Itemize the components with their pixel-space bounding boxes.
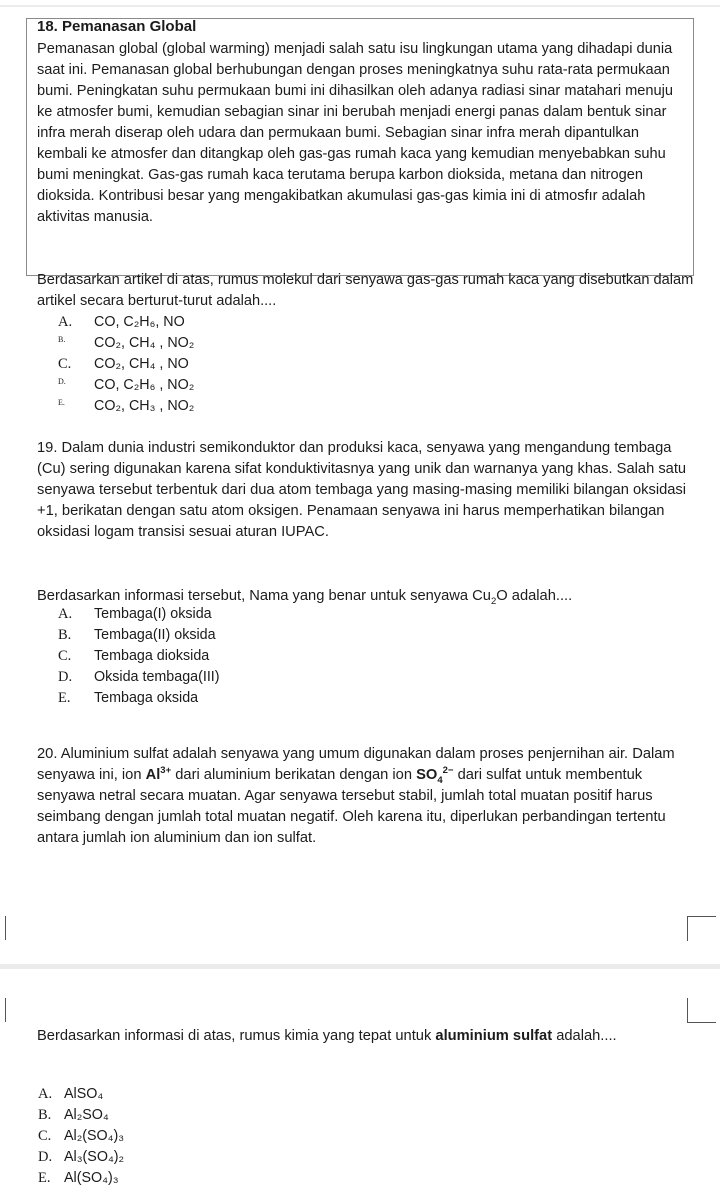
option-letter: B.: [38, 1107, 52, 1123]
q20-text-part-1: Aluminium sulfat adalah senyawa yang umum digunakan dalam proses penjernihan air. Dalam senyawa ini, ion: [37, 746, 675, 783]
option-letter: D.: [58, 377, 66, 386]
top-rule: [0, 5, 720, 7]
q18-question: Berdasarkan artikel di atas, rumus molekul dari senyawa gas-gas rumah kaca yang disebutkan dalam artikel secara berturut-turut adalah....: [37, 272, 694, 309]
q20-text-part-2: dari aluminium berikatan dengan ion: [175, 767, 413, 783]
option-letter: C.: [38, 1128, 52, 1144]
option-letter: E.: [38, 1170, 51, 1186]
option-text: CO₂, CH₄ , NO₂: [94, 335, 195, 351]
frame-corner-bottom-right: [687, 998, 716, 1023]
option-text: CO₂, CH₃ , NO₂: [94, 398, 195, 414]
q20-text: [37, 744, 697, 849]
option-letter: E.: [58, 690, 71, 706]
al-ion: $Al^{3+}$: [145, 765, 172, 783]
option-text: Tembaga(II) oksida: [94, 627, 216, 643]
page-divider: [0, 964, 720, 969]
option-text: CO, C₂H₆ , NO₂: [94, 377, 195, 393]
option-letter: D.: [38, 1149, 53, 1165]
option-text: CO₂, CH₄ , NO: [94, 356, 189, 372]
frame-corner-top-left: [5, 916, 7, 940]
q19-formula: $Cu_2O$: [472, 588, 508, 607]
option-text: AlSO₄: [64, 1086, 104, 1102]
option-letter: A.: [58, 606, 73, 622]
option-text: Al₂(SO₄)₃: [64, 1128, 125, 1144]
option-text: Oksida tembaga(III): [94, 669, 220, 685]
option-text: Al₃(SO₄)₂: [64, 1149, 125, 1165]
q19-question-suffix: adalah....: [511, 588, 573, 604]
option-letter: C.: [58, 356, 72, 372]
q18-article-text: Pemanasan global (global warming) menjadi salah satu isu lingkungan utama yang dihadapi dunia saat ini. Pemanasan global berhubungan dengan proses meningkatnya suhu rata-rata permukaan bumi. Peningkatan suhu permukaan bumi ini dihasilkan oleh adanya radiasi sinar matahari menuju ke atmosfer bumi, kemudian sebagian sinar ini berubah menjadi energi panas dalam bentuk sinar infra merah diserap oleh udara dan permukaan bumi. Sebagian sinar infra merah dipantulkan kembali ke atmosfer dan ditangkap oleh gas-gas rumah kaca yang kemudian menyebabkan suhu bumi meningkat. Gas-gas rumah kaca terutama berupa karbon dioksida, metana dan nitrogen dioksida. Kontribusi besar yang mengakibatkan akumulasi gas-gas kimia ini di atmosfır adalah aktivitas manusia.: [37, 41, 674, 225]
option-letter: E.: [58, 398, 65, 407]
option-letter: A.: [58, 314, 73, 330]
q20-number: 20.: [37, 746, 58, 762]
q19-question-prefix: Berdasarkan informasi tersebut, Nama yang benar untuk senyawa: [37, 588, 469, 604]
q19-paragraph: Dalam dunia industri semikonduktor dan produksi kaca, senyawa yang mengandung tembaga (Cu) sering digunakan karena sifat konduktivitasnya yang unik dan warnanya yang khas. Salah satu senyawa tersebut terbentuk dari dua atom tembaga yang masing-masing memiliki bilangan oksidasi +1, berikatan dengan satu atom oksigen. Penamaan senyawa ini harus memperhatikan bilangan oksidasi logam transisi sesuai aturan IUPAC.: [37, 440, 687, 540]
q20-question-bold: aluminium sulfat: [435, 1028, 553, 1044]
frame-corner-bottom-left: [5, 998, 7, 1022]
option-text: Tembaga dioksida: [94, 648, 210, 664]
frame-corner-top-right: [687, 916, 716, 941]
sulfate-ion: $SO_4^{2-}$: [416, 765, 454, 786]
option-letter: B.: [58, 627, 72, 643]
q19-text: [37, 438, 697, 543]
option-text: Al(SO₄)₃: [64, 1170, 119, 1186]
option-text: Tembaga(I) oksida: [94, 606, 212, 622]
option-letter: A.: [38, 1086, 53, 1102]
q20-question: [37, 1026, 697, 1047]
option-letter: C.: [58, 648, 72, 664]
q20-question-prefix: Berdasarkan informasi di atas, rumus kimia yang tepat untuk: [37, 1028, 432, 1044]
q19-number: 19.: [37, 440, 58, 456]
q18-title: 18. Pemanasan Global: [37, 18, 197, 35]
option-text: Al₂SO₄: [64, 1107, 109, 1123]
option-text: Tembaga oksida: [94, 690, 199, 706]
q20-text-part-3: dari sulfat untuk membentuk senyawa netral secara muatan. Agar senyawa tersebut stabil, jumlah total muatan positif harus seimbang dengan jumlah total muatan negatif. Oleh karena itu, diperlukan perbandingan tertentu antara jumlah ion aluminium dan ion sulfat.: [37, 767, 666, 846]
option-letter: B.: [58, 335, 66, 344]
option-letter: D.: [58, 669, 73, 685]
q20-question-suffix: adalah....: [556, 1028, 617, 1044]
option-text: CO, C₂H₆, NO: [94, 314, 185, 330]
